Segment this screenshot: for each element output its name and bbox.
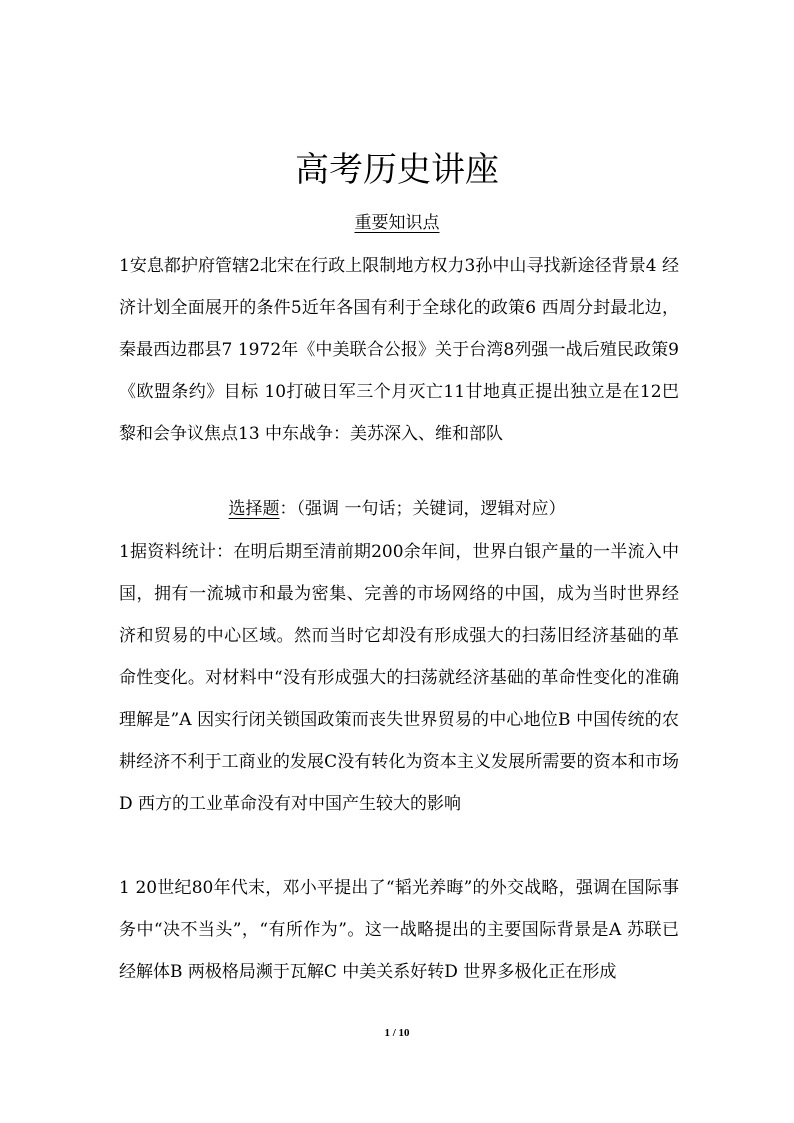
question-1-paragraph: 1据资料统计：在明后期至清前期200余年间，世界白银产量的一半流入中国，拥有一流城市和最为密集、完善的市场网络的中国，成为当时世界经济和贸易的中心区域。然而当时它却没有形成强大的扫荡旧经济基础的革命性变化。对材料中“没有形成强大的扫荡就经济基础的革命性变化的准确理解是”A 因实行闭关锁国政策而丧失世界贸易的中心地位B 中国传统的农耕经济不利于工商业的发展C没有转化为资本主义发展所需要的资本和市场D 西方的工业革命没有对中国产生较大的影响 xyxy=(119,542,679,814)
page-number: 1 / 10 xyxy=(384,1027,410,1039)
multiple-choice-heading xyxy=(0,497,794,521)
section-note: ：（强调 一句话；关键词，逻辑对应） xyxy=(279,499,566,519)
document-title: 高考历史讲座 xyxy=(295,150,499,190)
subtitle-text: 重要知识点 xyxy=(354,213,440,233)
question-2-paragraph: 1 20世纪80年代末，邓小平提出了“韬光养晦”的外交战略，强调在国际事务中“决不当头”，“有所作为”。这一战略提出的主要国际背景是A 苏联已经解体B 两极格局濒于瓦解C 中美关系好转D 世界多极化正在形成 xyxy=(119,878,679,982)
section-label: 选择题 xyxy=(228,499,280,519)
section-subtitle xyxy=(0,211,794,235)
knowledge-points-paragraph: 1安息都护府管辖2北宋在行政上限制地方权力3孙中山寻找新途径背景4 经济计划全面展开的条件5近年各国有利于全球化的政策6 西周分封最北边，秦最西边郡县7 1972年《中美联合公报》关于台湾8列强一战后殖民政策9《欧盟条约》目标 10打破日军三个月灭亡11甘地真正提出独立是在12巴黎和会争议焦点13 中东战争：美苏深入、维和部队 xyxy=(119,256,679,444)
